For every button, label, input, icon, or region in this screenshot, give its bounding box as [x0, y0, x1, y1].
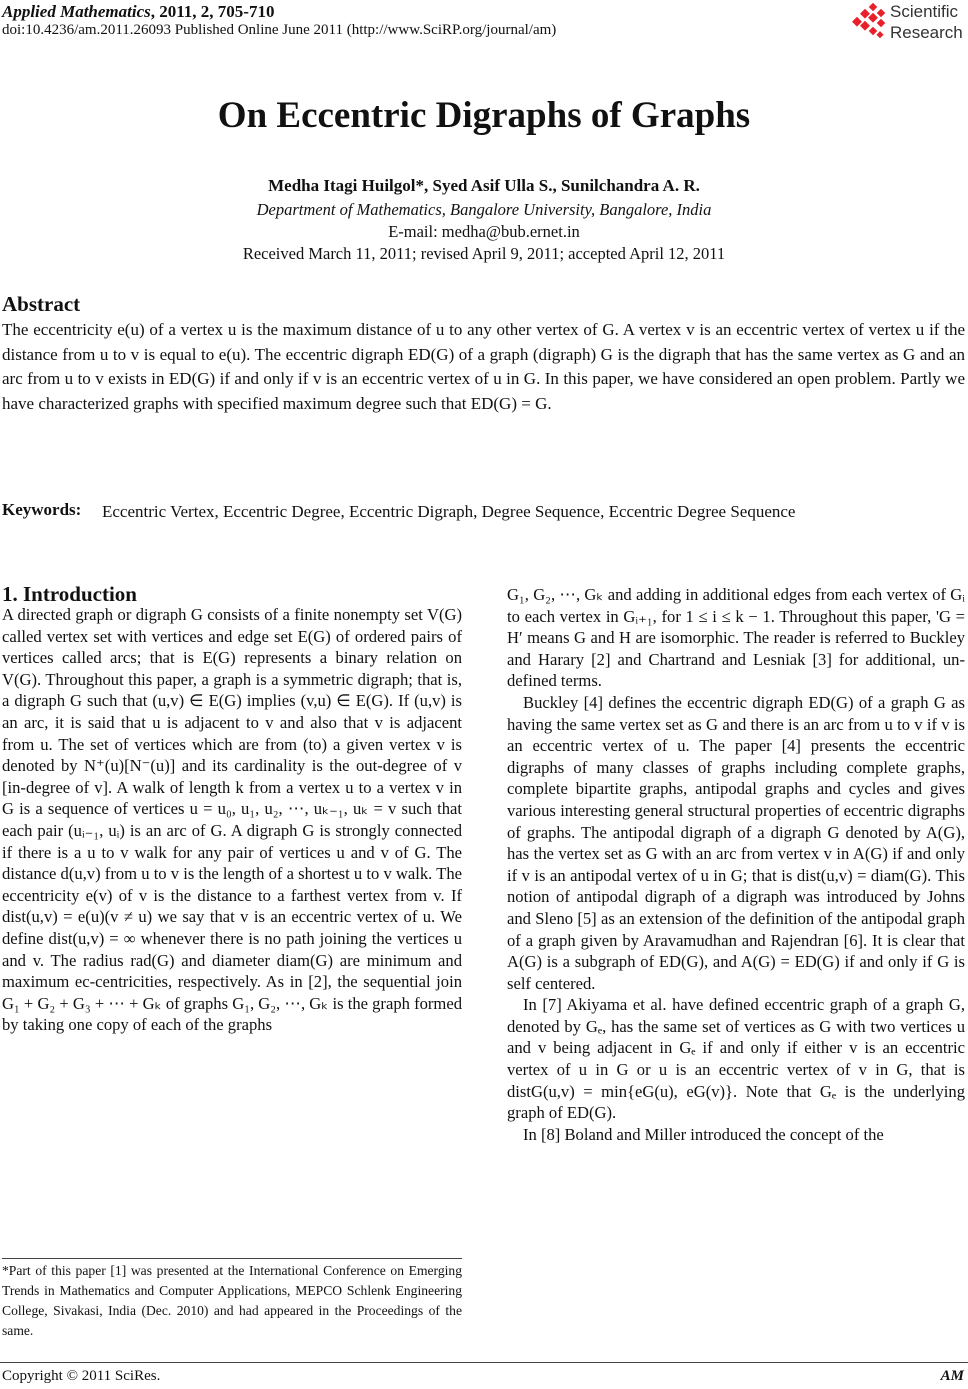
- footnote: *Part of this paper [1] was presented at the International Conference on Emerging Trends in Mathematics and Computer Applications, MEPCO Schlenk Engineering College, Sivakasi, India (Dec. 2010) and had appeared in the Proceedings of the same.: [2, 1258, 462, 1341]
- paragraph: In [7] Akiyama et al. have defined eccentric graph of a graph G, denoted by Gₑ, has the same set of vertices as G with two vertices u and v being adjacent in Gₑ if and only if either v is an eccentric vertex of u in G or u is an eccentric vertex of v in G, that is distG(u,v) = min{eG(u), eG(v)}. Note that Gₑ is the underlying graph of ED(G).: [507, 995, 965, 1123]
- paragraph: A directed graph or digraph G consists of a finite nonempty set V(G) called vertex set with vertices and edge set E(G) of ordered pairs of vertices called arcs; that is E(G) represents a binary relation on V(G). Throughout this paper, a graph is a symmetric digraph; that is, a digraph G such that (u,v) ∈ E(G) implies (v,u) ∈ E(G). If (u,v) is an arc, it is said that u is adjacent to v and also that v is adjacent from u. The set of vertices which are from (to) a given vertex v is denoted by N⁺(u)[N⁻(u)] and its cardinality is the out-degree of v [in-degree of v]. A walk of length k from a vertex u to a vertex v in G is a sequence of vertices u = u₀, u₁, u₂, ⋯, uₖ₋₁, uₖ = v such that each pair (uᵢ₋₁, uᵢ) is an arc of G. A digraph G is strongly connected if there is a u to v walk for any pair of vertices u and v of G. The distance d(u,v) from u to v is the length of a shortest u to v walk. The eccentricity e(v) of v is the distance to a farthest vertex from v. If dist(u,v) = e(u)(v ≠ u) we say that v is an eccentric vertex of u. We define dist(u,v) = ∞ whenever there is no path joining the vertices u and v. The radius rad(G) and diameter diam(G) are minimum and maximum ec-centricities, respectively. As in [2], the sequential join G₁ + G₂ + G₃ + ⋯ + Gₖ of graphs G₁, G₂, ⋯, Gₖ is the graph formed by taking one copy of each of the graphs: [2, 605, 462, 1035]
- publisher-logo: [848, 2, 968, 46]
- paragraph: G₁, G₂, ⋯, Gₖ and adding in additional edges from each vertex of Gᵢ to each vertex in Gᵢ₊₁, for 1 ≤ i ≤ k − 1. Throughout this paper, 'G = H′ means G and H are isomorphic. The reader is referred to Buckley and Harary [2] and Chartrand and Lesniak [3] for additional, un-defined terms.: [507, 585, 965, 691]
- authors: Medha Itagi Huilgol*, Syed Asif Ulla S., Sunilchandra A. R.: [268, 176, 700, 195]
- doi-line: doi:10.4236/am.2011.26093 Published Online June 2011 (http://www.SciRP.org/journal/am): [2, 22, 557, 38]
- logo-text-2: Research: [890, 23, 963, 42]
- journal-volume: , 2011, 2, 705-710: [150, 2, 275, 21]
- paragraph: Buckley [4] defines the eccentric digraph ED(G) of a graph G as having the same vertex set as G and there is an arc from u to v if v is an eccentric vertex of u. The paper [4] presents the eccentric digraphs of many classes of graphs including complete graphs, complete bipartite graphs, antipodal graphs and cycles and gives various interesting general structural properties of eccentric digraphs of graphs. The antipodal digraph of a digraph G denoted by A(G), has the vertex set as G with an arc from vertex v in A(G) if and only if v is an antipodal vertex of u in G; that is dist(u,v) = diam(G). This notion of antipodal digraph of a digraph was introduced by Johns and Sleno [5] as an extension of the definition of the antipodal graph of a graph given by Aravamudhan and Rajendran [6]. It is clear that A(G) is a subgraph of ED(G), and A(G) = ED(G) if and only if G is self centered.: [507, 692, 965, 993]
- logo-text-1: Scientific: [890, 2, 959, 21]
- affiliation: Department of Mathematics, Bangalore University, Bangalore, India: [256, 200, 712, 219]
- keywords-text: Eccentric Vertex, Eccentric Degree, Eccentric Digraph, Degree Sequence, Eccentric Degree Sequence: [102, 502, 796, 521]
- email: E-mail: medha@bub.ernet.in: [388, 222, 580, 241]
- keywords-label: Keywords:: [2, 500, 82, 519]
- journal-name: Applied Mathematics: [2, 2, 151, 21]
- journal-abbreviation: AM: [940, 1368, 964, 1384]
- left-column: [2, 604, 462, 1036]
- introduction-heading: 1. Introduction: [2, 582, 137, 606]
- copyright: Copyright © 2011 SciRes.: [2, 1368, 161, 1384]
- abstract-heading: Abstract: [2, 292, 81, 316]
- diamond-cluster-icon: [848, 2, 888, 42]
- paper-title: On Eccentric Digraphs of Graphs: [217, 95, 751, 136]
- abstract-text: The eccentricity e(u) of a vertex u is the maximum distance of u to any other vertex of G. A vertex v is an eccentric vertex of vertex u if the distance from u to v is equal to e(u). The eccentric digraph ED(G) of a graph (digraph) G is the digraph that has the same vertex as G and an arc from u to v exists in ED(G) if and only if v is an eccentric vertex of u in G. In this paper, we have considered an open problem. Partly we have characterized graphs with specified maximum degree such that ED(G) = G.: [2, 320, 965, 413]
- paragraph: In [8] Boland and Miller introduced the concept of the: [523, 1124, 884, 1144]
- right-column: [507, 584, 965, 1145]
- journal-citation: [2, 2, 274, 22]
- footer-divider: [0, 1362, 968, 1363]
- received-dates: Received March 11, 2011; revised April 9, 2011; accepted April 12, 2011: [242, 244, 726, 263]
